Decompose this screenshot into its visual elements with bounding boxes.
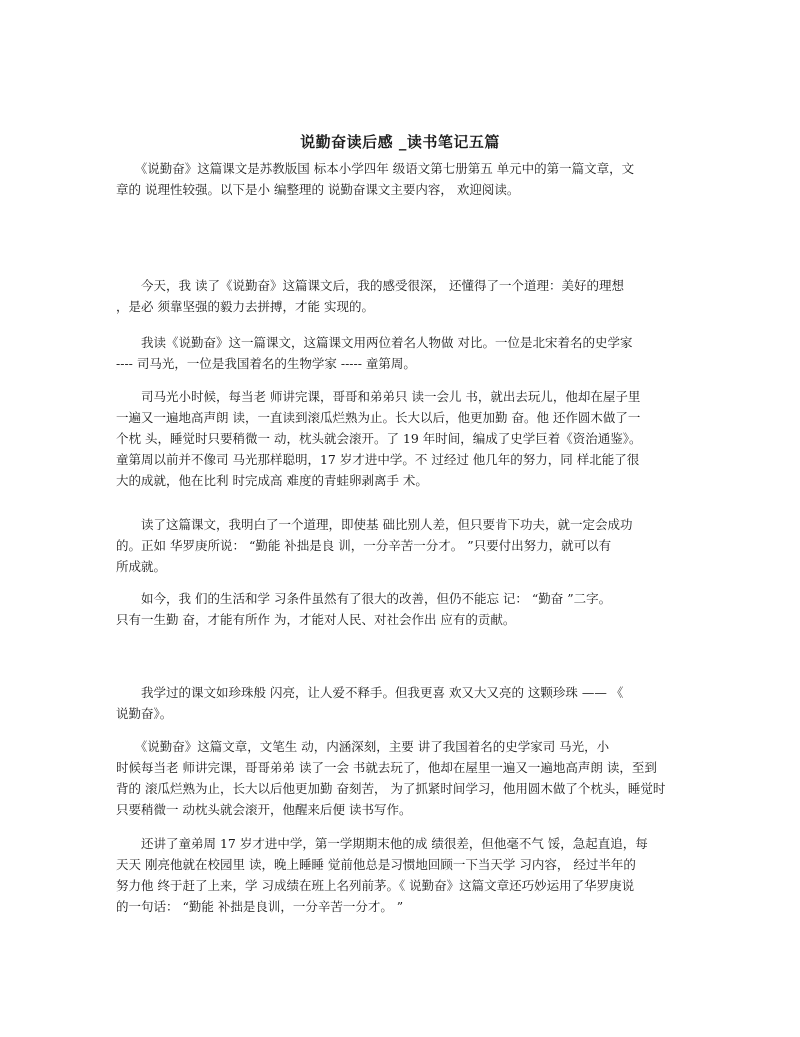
paragraph-comparison (116, 332, 684, 374)
paragraph-lesson (116, 514, 684, 577)
text-line: 还讲了童弟周 17 岁才进中学，第一学期期末他的成 绩很差，但他毫不气 馁，急起直追，每 (116, 836, 648, 851)
text-line: 我读《说勤奋》这一篇课文，这篇课文用两位着名人物做 对比。一位是北宋着名的史学家 (116, 335, 633, 350)
text-line: 读了这篇课文，我明白了一个道理，即使基 础比别人差，但只要肯下功夫，就一定会成功 (116, 517, 633, 532)
text-line: 个枕 头，睡觉时只要稍微一 动，枕头就会滚开。了 19 年时间，编成了史学巨着《资治通鉴》。 (116, 431, 642, 446)
paragraph-article (116, 736, 684, 820)
paragraph-intro (116, 158, 684, 200)
text-line: 《说勤奋》这篇文章，文笔生 动，内涵深刻，主要 讲了我国着名的史学家司 马光，小 (116, 739, 610, 754)
text-line: 今天，我 读了《说勤奋》这篇课文后，我的感受很深， 还懂得了一个道理：美好的理想 (116, 278, 624, 293)
text-line: 所成就。 (116, 559, 167, 574)
text-line: 说勤奋》。 (116, 706, 173, 721)
text-line: 只有一生勤 奋，才能有所作 为，才能对人民、对社会作出 应有的贡献。 (116, 612, 516, 627)
paragraph-today-life (116, 588, 684, 630)
paragraph-today (116, 275, 684, 317)
text-line: 天天 刚亮他就在校园里 读，晚上睡睡 觉前他总是习惯地回顾一下当天学 习内容， 经过半年的 (116, 857, 636, 872)
text-line: 一遍又一遍地高声朗 读，一直读到滚瓜烂熟为止。长大以后，他更加勤 奋。他 还作圆木做了一 (116, 410, 641, 425)
paragraph-simaguang (116, 386, 684, 491)
text-line: 童第周以前并不像司 马光那样聪明，17 岁才进中学。不 过经过 他几年的努力，同 样北能了很 (116, 452, 640, 467)
text-line: 如今，我 们的生活和学 习条件虽然有了很大的改善，但仍不能忘 记： “勤奋 ”二字。 (116, 591, 612, 606)
text-line: 的一句话： “勤能 补拙是良训，一分辛苦一分才。 ” (116, 899, 404, 914)
paragraph-tongdizhou (116, 833, 684, 917)
text-line: 只要稍微一 动枕头就会滚开，他醒来后便 读书写作。 (116, 802, 412, 817)
text-line: 努力他 终于赶了上来，学 习成绩在班上名列前茅。《 说勤奋》这篇文章还巧妙运用了华罗庚说 (116, 878, 635, 893)
text-line: ，是必 须靠坚强的毅力去拼搏，才能 实现的。 (116, 299, 374, 314)
text-line: 章的 说理性较强。以下是小 编整理的 说勤奋课文主要内容， 欢迎阅读。 (116, 182, 520, 197)
text-line: 司马光小时候，每当老 师讲完课，哥哥和弟弟只 读一会儿 书，就出去玩儿，他却在屋子里 (116, 389, 641, 404)
doc-title: 说勤奋读后感 _读书笔记五篇 (300, 133, 500, 151)
text-line: 《说勤奋》这篇课文是苏教版国 标本小学四年 级语文第七册第五 单元中的第一篇文章，文 (116, 161, 635, 176)
text-line: 背的 滚瓜烂熟为止，长大以后他更加勤 奋刻苦， 为了抓紧时间学习，他用圆木做了个枕头，睡觉时 (116, 781, 666, 796)
text-line: 的。正如 华罗庚所说： “勤能 补拙是良 训，一分辛苦一分才。 ”只要付出努力，就可以有 (116, 538, 612, 553)
text-line: ---- 司马光，一位是我国着名的生物学家 ----- 童第周。 (116, 356, 416, 371)
paragraph-pearl (116, 682, 684, 724)
text-line: 大的成就，他在比利 时完成高 难度的青蛙卵剥离手 术。 (116, 473, 428, 488)
text-line: 我学过的课文如珍珠般 闪亮，让人爱不释手。但我更喜 欢又大又亮的 这颗珍珠 —— 《 (116, 685, 624, 700)
text-line: 时候每当老 师讲完课，哥哥弟弟 读了一会 书就去玩了，他却在屋里一遍又一遍地高声朗 读，至到 (116, 760, 657, 775)
